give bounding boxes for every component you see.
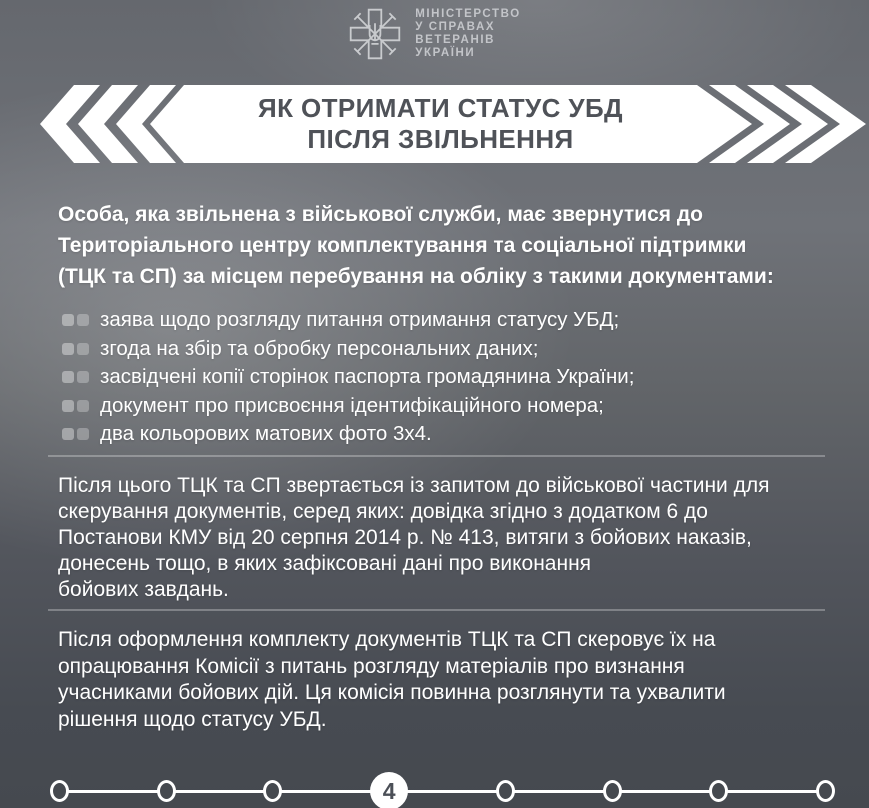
paragraph-line: бойових завдань. <box>58 578 229 601</box>
intro-line: Територіального центру комплектування та соціальної підтримки <box>58 234 747 257</box>
ministry-header <box>0 7 869 61</box>
page-title-line: ПІСЛЯ ЗВІЛЬНЕННЯ <box>307 124 574 154</box>
ministry-name-line: УКРАЇНИ <box>415 47 476 59</box>
list-item <box>62 395 634 417</box>
progress-dot-8[interactable] <box>816 780 835 802</box>
progress-dot-6[interactable] <box>603 780 622 802</box>
list-item-text: документ про присвоєння ідентифікаційного номера; <box>100 393 604 417</box>
page-title-line: ЯК ОТРИМАТИ СТАТУС УБД <box>258 93 623 123</box>
paragraph-tck-request <box>58 473 770 603</box>
paragraph-commission <box>58 627 726 733</box>
paragraph-line: рішення щодо статусу УБД. <box>58 707 327 731</box>
current-step-number: 4 <box>382 777 396 804</box>
paragraph-line: опрацювання Комісії з питань розгляду матеріалів про визнання <box>58 654 685 678</box>
double-square-bullet-icon <box>62 314 89 326</box>
list-item <box>62 366 634 388</box>
ministry-name <box>415 8 521 60</box>
progress-dot-5[interactable] <box>496 780 515 802</box>
progress-bar <box>50 771 835 808</box>
documents-list <box>62 309 634 452</box>
intro-line: (ТЦК та СП) за місцем перебування на обліку з такими документами: <box>58 265 774 288</box>
double-square-bullet-icon <box>62 428 89 440</box>
list-item <box>62 309 634 331</box>
double-square-bullet-icon <box>62 371 89 383</box>
ministry-trident-cross-icon <box>348 7 402 61</box>
list-item-text: засвідчені копії сторінок паспорта громадянина України; <box>100 365 635 388</box>
list-item-text: заява щодо розгляду питання отримання статусу УБД; <box>100 308 620 331</box>
intro-line: Особа, яка звільнена з військової служби, має звернутися до <box>58 203 704 226</box>
ministry-name-line: МІНІСТЕРСТВО <box>415 8 521 20</box>
list-item <box>62 338 634 360</box>
paragraph-line: Постанови КМУ від 20 серпня 2014 р. № 413, витяги з бойових наказів, <box>58 526 752 549</box>
list-item-text: два кольорових матових фото 3х4. <box>100 422 432 445</box>
intro-paragraph <box>58 199 774 292</box>
list-item-text: згода на збір та обробку персональних даних; <box>100 336 539 360</box>
progress-dot-1[interactable] <box>50 780 69 802</box>
progress-dot-7[interactable] <box>709 780 728 802</box>
section-divider <box>48 455 825 457</box>
section-divider <box>48 609 825 611</box>
progress-dot-4-current[interactable] <box>370 772 408 808</box>
page-title <box>184 85 697 163</box>
paragraph-line: учасниками бойових дій. Ця комісія повинна розглянути та ухвалити <box>58 681 726 704</box>
ministry-name-line: У СПРАВАХ <box>415 21 496 33</box>
double-square-bullet-icon <box>62 400 89 412</box>
progress-dot-2[interactable] <box>157 780 176 802</box>
paragraph-line: Після цього ТЦК та СП звертається із запитом до військової частини для <box>58 474 770 497</box>
paragraph-line: донесень тощо, в яких зафіксовані дані про виконання <box>58 552 592 575</box>
paragraph-line: Після оформлення комплекту документів ТЦК та СП скеровує їх на <box>58 628 716 651</box>
progress-dot-3[interactable] <box>263 780 282 802</box>
double-square-bullet-icon <box>62 343 89 355</box>
list-item <box>62 423 634 445</box>
paragraph-line: скерування документів, серед яких: довідка згідно з додатком 6 до <box>58 500 708 523</box>
ministry-name-line: ВЕТЕРАНІВ <box>415 34 496 46</box>
